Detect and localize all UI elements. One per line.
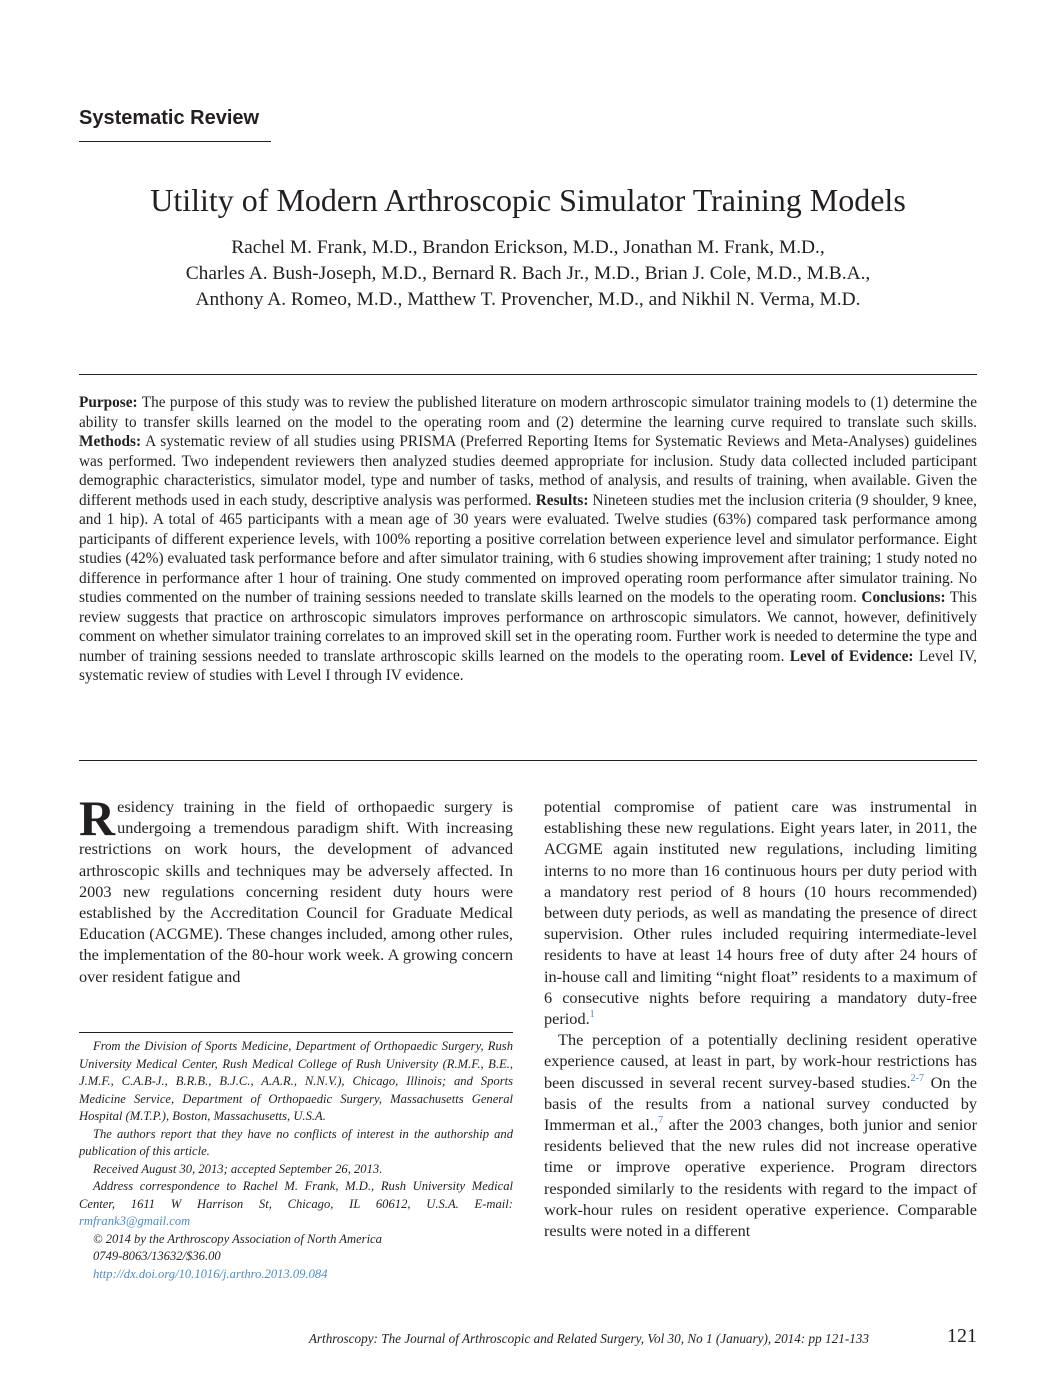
journal-citation: Arthroscopy: The Journal of Arthroscopic and Related Surgery, Vol 30, No 1 (January), 2014: pp 121-133	[308, 1331, 869, 1346]
section-label: Systematic Review	[79, 107, 271, 142]
body-column-right	[544, 796, 977, 1241]
results-text: Nineteen studies met the inclusion criteria (9 shoulder, 9 knee, and 1 hip). A total of 465 participants with a mean age of 30 years were evaluated. Twelve studies (63%) compared task performance among participants of different experience levels, with 100% reporting a positive correlation between experience level and simulator performance. Eight studies (42%) evaluated task performance before and after simulator training, with 6 studies showing improvement after training; 1 study noted no difference in performance after 1 hour of training. One study commented on improved operating room performance after simulator training. No studies commented on the number of training sessions needed to translate skills learned on the models to the operating room.	[79, 491, 978, 606]
author-list	[0, 235, 1056, 313]
intro-paragraph	[79, 790, 513, 987]
author-line: Charles A. Bush-Joseph, M.D., Bernard R. Bach Jr., M.D., Brian J. Cole, M.D., M.B.A.,	[185, 263, 871, 284]
reference-link[interactable]: 7	[658, 1115, 664, 1127]
author-line: Rachel M. Frank, M.D., Brandon Erickson, M.D., Jonathan M. Frank, M.D.,	[231, 237, 825, 258]
conclusions-label: Conclusions:	[861, 589, 946, 606]
methods-label: Methods:	[79, 433, 142, 450]
abstract-bottom-rule	[79, 760, 977, 761]
footnote-rule	[79, 1032, 513, 1033]
page-number: 121	[947, 1325, 977, 1347]
address-note	[79, 1178, 513, 1231]
article-title: Utility of Modern Arthroscopic Simulator Training Models	[150, 182, 906, 218]
received-note: Received August 30, 2013; accepted September 26, 2013.	[93, 1161, 383, 1176]
intro-text: esidency training in the field of orthopaedic surgery is undergoing a tremendous paradigm shift. With increasing restrictions on work hours, the development of advanced arthroscopic skills and techniques may be adversely affected. In 2003 new regulations concerning resident duty hours were established by the Accreditation Council for Graduate Medical Education (ACGME). These changes included, among other rules, the implementation of the 80-hour work week. A growing concern over resident fatigue and	[79, 797, 513, 986]
level-of-evidence-text: Level IV, systematic review of studies with Level I through IV evidence.	[79, 647, 978, 684]
abstract	[79, 393, 977, 686]
author-line: Anthony A. Romeo, M.D., Matthew T. Provencher, M.D., and Nikhil N. Verma, M.D.	[195, 289, 861, 310]
body-column-left	[79, 790, 513, 987]
body-paragraph	[544, 1029, 977, 1241]
affiliation-note: From the Division of Sports Medicine, Department of Orthopaedic Surgery, Rush University Medical Center, Rush Medical College of Rush University (R.M.F., B.E., J.M.F., C.A.B-J., B.R.B., B.J.C., A.A.R., N.N.V.), Chicago, Illinois; and Sports Medicine Service, Department of Orthopaedic Surgery, Massachusetts General Hospital (M.T.P.), Boston, Massachusetts, U.S.A.	[79, 1039, 513, 1123]
paragraph-text: The perception of a potentially declining resident operative experience caused, at least in part, by work-hour restrictions has been discussed in several recent survey-based studies.	[544, 1030, 977, 1092]
methods-text: A systematic review of all studies using PRISMA (Preferred Reporting Items for Systematic Reviews and Meta-Analyses) guidelines was performed. Two independent reviewers then analyzed studies deemed appropriate for inclusion. Study data collected included participant demographic characteristics, simulator model, type and number of tasks, method of analysis, and results of training, when available. Given the different methods used in each study, descriptive analysis was performed.	[79, 433, 977, 509]
purpose-text: The purpose of this study was to review the published literature on modern arthroscopic simulator training models to (1) determine the ability to transfer skills learned on the model to the operating room and (2) determine the learning curve required to translate such skills.	[79, 394, 977, 431]
address-text: Address correspondence to Rachel M. Frank, M.D., Rush University Medical Center, 1611 W Harrison St, Chicago, IL 60612, U.S.A. E-mail:	[79, 1179, 513, 1211]
email-link[interactable]: rmfrank3@gmail.com	[79, 1214, 191, 1228]
copyright-note: © 2014 by the Arthroscopy Association of North America	[93, 1231, 382, 1246]
issn-note: 0749-8063/13632/$36.00	[93, 1249, 221, 1263]
conclusions-text: This review suggests that practice on arthroscopic simulators improves performance on arthroscopic simulators. We cannot, however, definitively comment on whether simulator training correlates to an improved skill set in the operating room. Further work is needed to determine the type and number of training sessions needed to translate arthroscopic skills learned on the models to the operating room.	[79, 589, 978, 665]
reference-link[interactable]: 2-7	[910, 1072, 924, 1084]
purpose-label: Purpose:	[79, 394, 138, 411]
footnotes	[79, 1038, 513, 1283]
level-of-evidence-label: Level of Evidence:	[789, 647, 914, 665]
conflicts-note: The authors report that they have no conflicts of interest in the authorship and publication of this article.	[79, 1126, 513, 1158]
reference-link[interactable]: 1	[589, 1009, 595, 1021]
results-label: Results:	[535, 491, 589, 509]
doi-link[interactable]: http://dx.doi.org/10.1016/j.arthro.2013.09.084	[93, 1266, 328, 1281]
paragraph-text: On the basis of the results from a national survey conducted by Immerman et al.,	[544, 1072, 977, 1135]
body-paragraph	[544, 796, 977, 1029]
abstract-top-rule	[79, 374, 977, 375]
paragraph-text: potential compromise of patient care was instrumental in establishing these new regulations. Eight years later, in 2011, the ACGME again instituted new regulations, including limiting interns to no more than 16 continuous hours per duty period with a mandatory rest period of 8 hours (10 hours recommended) between duty periods, as well as mandating the presence of direct supervision. Other rules included requiring intermediate-level residents to have at least 14 hours free of duty after 24 hours of in-house call and limiting “night float” residents to a maximum of 6 consecutive nights before requiring a mandatory duty-free period.	[544, 797, 977, 1029]
drop-cap: R	[79, 790, 116, 846]
paragraph-text: after the 2003 changes, both junior and senior residents believed that the new rules did not increase operative time or improve operative experience. Program directors responded similarly to the residents with regard to the impact of work-hour rules on resident operative experience. Comparable results were noted in a different	[544, 1115, 977, 1241]
